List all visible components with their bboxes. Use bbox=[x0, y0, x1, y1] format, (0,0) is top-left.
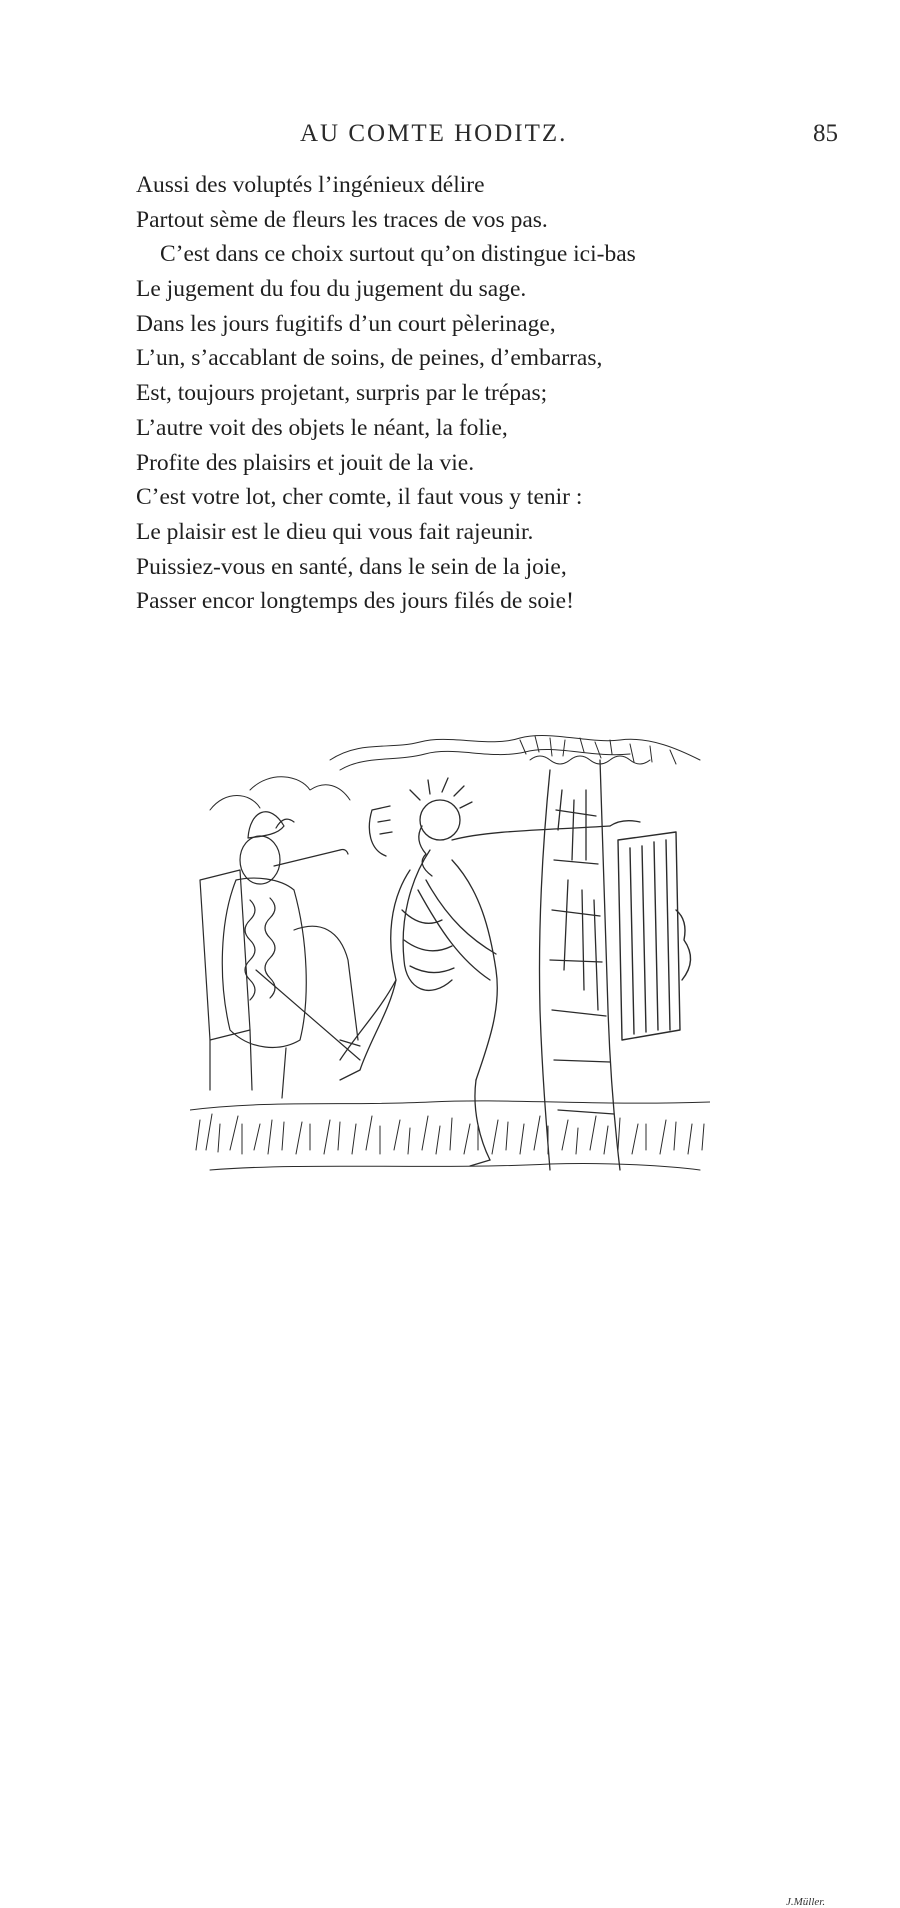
wooden-board bbox=[618, 832, 691, 1040]
seated-figure bbox=[200, 812, 360, 1098]
foliage-canopy bbox=[210, 735, 700, 810]
verse-line: Est, toujours projetant, surpris par le trépas; bbox=[136, 380, 548, 407]
page-number: 85 bbox=[813, 120, 838, 147]
verse-line: Profite des plaisirs et jouit de la vie. bbox=[136, 449, 475, 476]
verse-line: L’un, s’accablant de soins, de peines, d’embarras, bbox=[136, 345, 603, 372]
verse-line: Dans les jours fugitifs d’un court pèlerinage, bbox=[136, 310, 556, 337]
tree-trunk bbox=[539, 760, 620, 1170]
grass-ground bbox=[190, 1101, 710, 1170]
running-head bbox=[0, 120, 900, 156]
engraving-svg bbox=[190, 730, 710, 1190]
verse-line: Partout sème de fleurs les traces de vos pas. bbox=[136, 206, 548, 233]
verse-line: C’est votre lot, cher comte, il faut vous y tenir : bbox=[136, 484, 583, 511]
verse-line: Passer encor longtemps des jours filés de soie! bbox=[136, 588, 574, 615]
artist-signature: J.Müller. bbox=[786, 1896, 826, 1908]
running-figure bbox=[340, 778, 640, 1166]
running-title: AU COMTE HODITZ. bbox=[300, 120, 568, 147]
poem bbox=[136, 168, 816, 619]
engraving-illustration bbox=[190, 730, 826, 1908]
verse-line: Le plaisir est le dieu qui vous fait rajeunir. bbox=[136, 518, 534, 545]
verse-line: Le jugement du fou du jugement du sage. bbox=[136, 276, 527, 303]
verse-line: C’est dans ce choix surtout qu’on distingue ici-bas bbox=[160, 241, 636, 268]
verse-line: L’autre voit des objets le néant, la folie, bbox=[136, 414, 508, 441]
verse-line: Puissiez-vous en santé, dans le sein de la joie, bbox=[136, 553, 567, 580]
verse-line: Aussi des voluptés l’ingénieux délire bbox=[136, 172, 485, 198]
